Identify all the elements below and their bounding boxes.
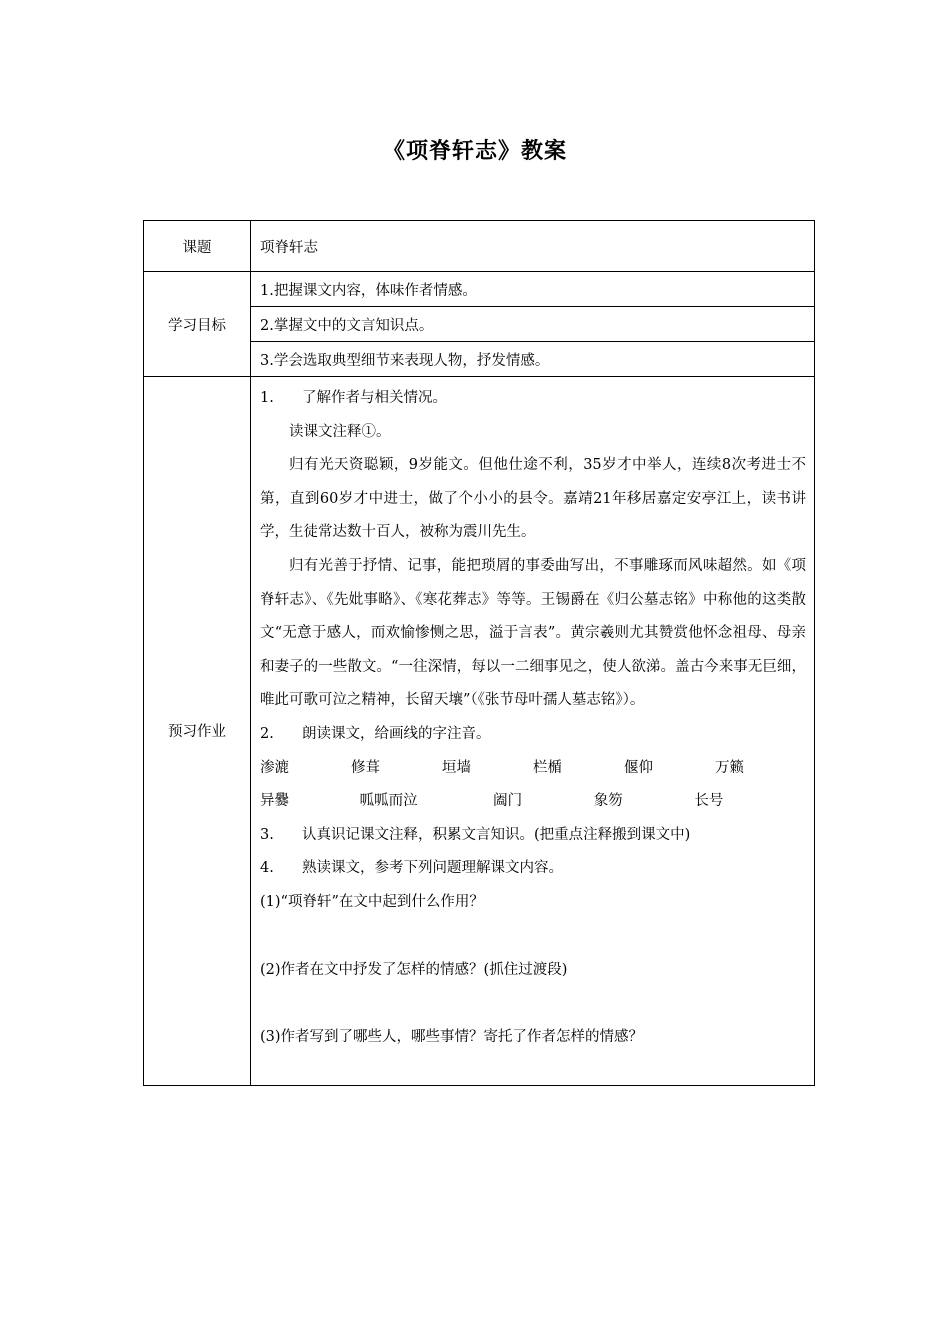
item-number: 1. <box>260 390 274 406</box>
word: 长号 <box>694 793 724 810</box>
document-title: 《项脊轩志》教案 <box>382 139 567 164</box>
word: 象笏 <box>593 793 623 810</box>
item-text: 了解作者与相关情况。 <box>302 390 447 406</box>
word: 渗漉 <box>260 759 289 776</box>
prep-item-4 <box>260 852 806 886</box>
author-paragraph-2: 归有光善于抒情、记事，能把琐屑的事委曲写出，不事雕琢而风味超然。如《项脊轩志》、《先妣事略》、《寒花葬志》等等。王锡爵在《归公墓志铭》中称他的这类散文“无意于感人，而欢愉惨恻之思，溢于言表”。黄宗羲则尤其赞赏他怀念祖母、母亲和妻子的一些散文。“一往深情，每以一二细事见之，使人欲涕。盖古今来事无巨细，唯此可歌可泣之精神，长留天壤”（《张节母叶孺人墓志铭》）。 <box>260 557 806 709</box>
answer-space <box>260 987 806 1021</box>
author-paragraph-1: 归有光天资聪颖，9岁能文。但他仕途不利，35岁才中举人，连续8次考进士不第，直到60岁才中进士，做了个小小的县令。嘉靖21年移居嘉定安亭江上，读书讲学，生徒常达数十百人，被称为震川先生。 <box>260 457 806 541</box>
goal-item: 1.把握课文内容，体味作者情感。 <box>251 272 815 307</box>
topic-value: 项脊轩志 <box>251 221 815 272</box>
goal-item: 3.学会选取典型细节来表现人物，抒发情感。 <box>251 342 815 377</box>
annotation-note: 读课文注释①。 <box>289 423 391 440</box>
item-text: 朗读课文，给画线的字注音。 <box>302 725 491 742</box>
question-1: (1)“项脊轩”在文中起到什么作用？ <box>260 893 484 910</box>
lesson-plan-table <box>143 220 815 1086</box>
goal-row <box>144 272 815 307</box>
word: 偃仰 <box>624 759 653 776</box>
goal-item: 2.掌握文中的文言知识点。 <box>251 307 815 342</box>
question-2: (2)作者在文中抒发了怎样的情感？(抓住过渡段) <box>260 961 568 978</box>
item-number: 2. <box>260 725 274 742</box>
word: 栏楯 <box>533 759 562 776</box>
word: 阖门 <box>493 793 523 810</box>
prep-item-1 <box>260 382 806 416</box>
topic-label: 课题 <box>144 221 251 272</box>
item-number: 3. <box>260 826 274 843</box>
word: 呱呱而泣 <box>359 793 418 810</box>
word: 垣墙 <box>442 759 471 776</box>
question-3: (3)作者写到了哪些人，哪些事情？寄托了作者怎样的情感？ <box>260 1029 644 1046</box>
item-text: 认真识记课文注释，积累文言知识。(把重点注释搬到课文中) <box>302 826 691 843</box>
goals-label: 学习目标 <box>144 272 251 377</box>
item-number: 4. <box>260 860 274 877</box>
prep-item-3 <box>260 819 806 853</box>
prep-label: 预习作业 <box>144 377 251 1086</box>
item-text: 熟读课文，参考下列问题理解课文内容。 <box>302 860 563 877</box>
prep-content <box>251 377 815 1086</box>
prep-item-2 <box>260 718 806 752</box>
word: 修葺 <box>351 759 380 776</box>
pronunciation-words-row-1 <box>260 752 806 786</box>
answer-space <box>260 1055 806 1073</box>
word: 异爨 <box>260 793 289 810</box>
word: 万籁 <box>715 759 744 776</box>
answer-space <box>260 920 806 954</box>
topic-row <box>144 221 815 272</box>
prep-row <box>144 377 815 1086</box>
pronunciation-words-row-2 <box>260 785 806 819</box>
